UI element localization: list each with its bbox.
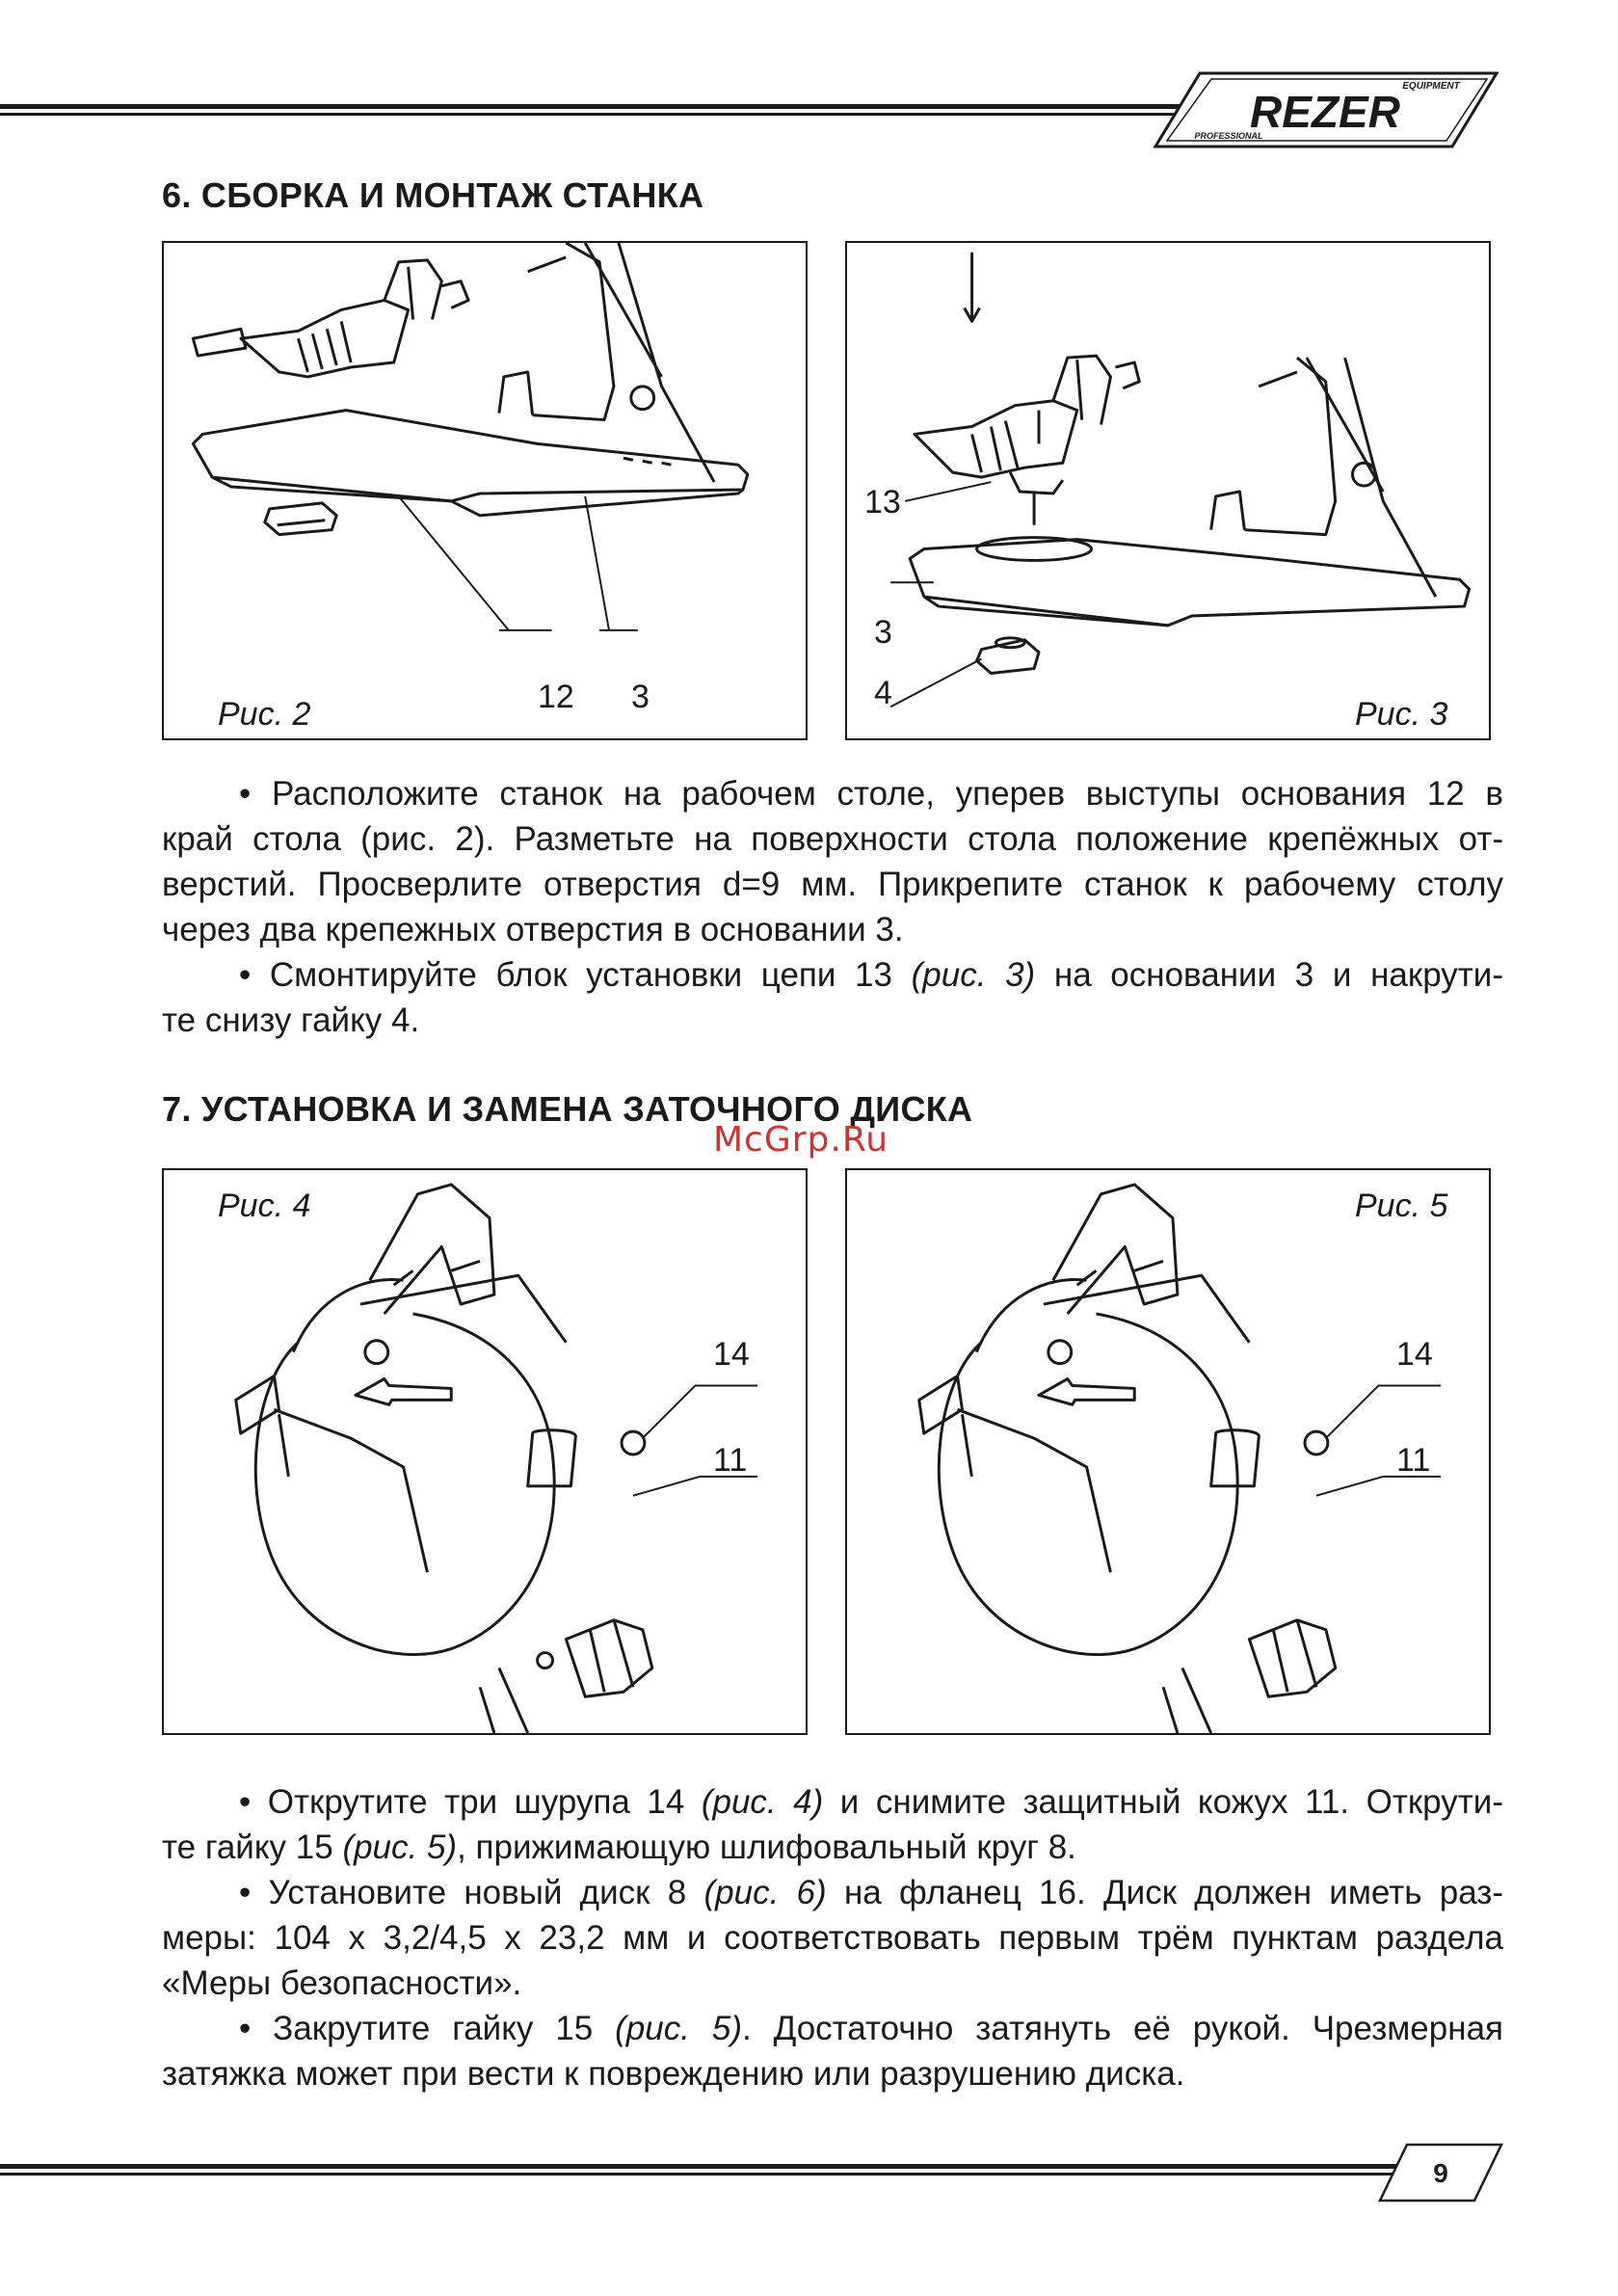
figure-2-label-12: 12 <box>538 679 574 715</box>
section-7-paragraph-1 <box>162 1779 1503 1870</box>
logo-text: REZER <box>1250 87 1400 137</box>
text-line: верстий. Просверлите отверстия d=9 мм. Прикрепите станок к рабочему столу <box>162 866 1503 903</box>
figure-4-label-14: 14 <box>713 1336 750 1373</box>
header-rule <box>0 104 1205 116</box>
logo-sub-top: EQUIPMENT <box>1402 81 1460 92</box>
rezer-logo <box>1152 71 1499 148</box>
text-line: «Меры безопасности». <box>162 1964 522 2002</box>
figure-3-label-3: 3 <box>874 614 892 651</box>
figure-2 <box>162 241 808 740</box>
footer-rule <box>0 2164 1402 2176</box>
figure-4 <box>162 1168 808 1735</box>
figure-2-caption: Рис. 2 <box>218 696 311 733</box>
figure-4-drawing <box>164 1170 806 1733</box>
figure-2-label-3: 3 <box>631 679 650 715</box>
text-line: затяжка может при вести к повреждению или разрушению диска. <box>162 2055 1185 2093</box>
text-line: край стола (рис. 2). Разметьте на поверхности стола положение крепёжных от- <box>162 820 1503 858</box>
figure-4-label-11: 11 <box>713 1442 748 1479</box>
text-line: через два крепежных отверстия в основании 3. <box>162 911 904 948</box>
section-7-paragraph-2 <box>162 1870 1503 2006</box>
logo-sub-bottom: PROFESSIONAL <box>1194 131 1263 141</box>
figure-5-label-11: 11 <box>1396 1442 1431 1479</box>
figure-5-caption: Рис. 5 <box>1355 1188 1448 1224</box>
text-line: • Смонтируйте блок установки цепи 13 (рис. 3) на основании 3 и накрути- <box>239 956 1504 994</box>
section-6-paragraph-1 <box>162 771 1503 952</box>
page-number: 9 <box>1433 2158 1448 2188</box>
figure-5-label-14: 14 <box>1396 1336 1433 1373</box>
page-number-box <box>1378 2143 1503 2203</box>
text-line: • Расположите станок на рабочем столе, уперев выступы основания 12 в <box>239 775 1503 813</box>
section-6-paragraph-2 <box>162 952 1503 1043</box>
section-6-title: 6. СБОРКА И МОНТАЖ СТАНКА <box>162 175 704 215</box>
figure-4-caption: Рис. 4 <box>218 1188 311 1224</box>
text-line: • Установите новый диск 8 (рис. 6) на фланец 16. Диск должен иметь раз- <box>239 1874 1504 1911</box>
figure-3-drawing <box>847 243 1489 738</box>
section-7-paragraph-3 <box>162 2006 1503 2096</box>
text-line: те гайку 15 (рис. 5), прижимающую шлифовальный круг 8. <box>162 1829 1076 1866</box>
watermark: McGrp.Ru <box>713 1120 889 1160</box>
section-7-title: 7. УСТАНОВКА И ЗАМЕНА ЗАТОЧНОГО ДИСКА <box>162 1089 973 1129</box>
figure-5 <box>845 1168 1491 1735</box>
figure-2-drawing <box>164 243 806 738</box>
figure-3-label-4: 4 <box>874 675 892 711</box>
text-line: те снизу гайку 4. <box>162 1001 420 1039</box>
figure-5-drawing <box>847 1170 1489 1733</box>
text-line: меры: 104 х 3,2/4,5 х 23,2 мм и соответствовать первым трём пунктам раздела <box>162 1919 1503 1957</box>
text-line: • Открутите три шурупа 14 (рис. 4) и снимите защитный кожух 11. Открути- <box>239 1783 1503 1821</box>
figure-3-label-13: 13 <box>864 484 901 521</box>
figure-3 <box>845 241 1491 740</box>
figure-3-caption: Рис. 3 <box>1355 696 1448 733</box>
text-line: • Закрутите гайку 15 (рис. 5). Достаточно затянуть её рукой. Чрезмерная <box>239 2010 1503 2047</box>
